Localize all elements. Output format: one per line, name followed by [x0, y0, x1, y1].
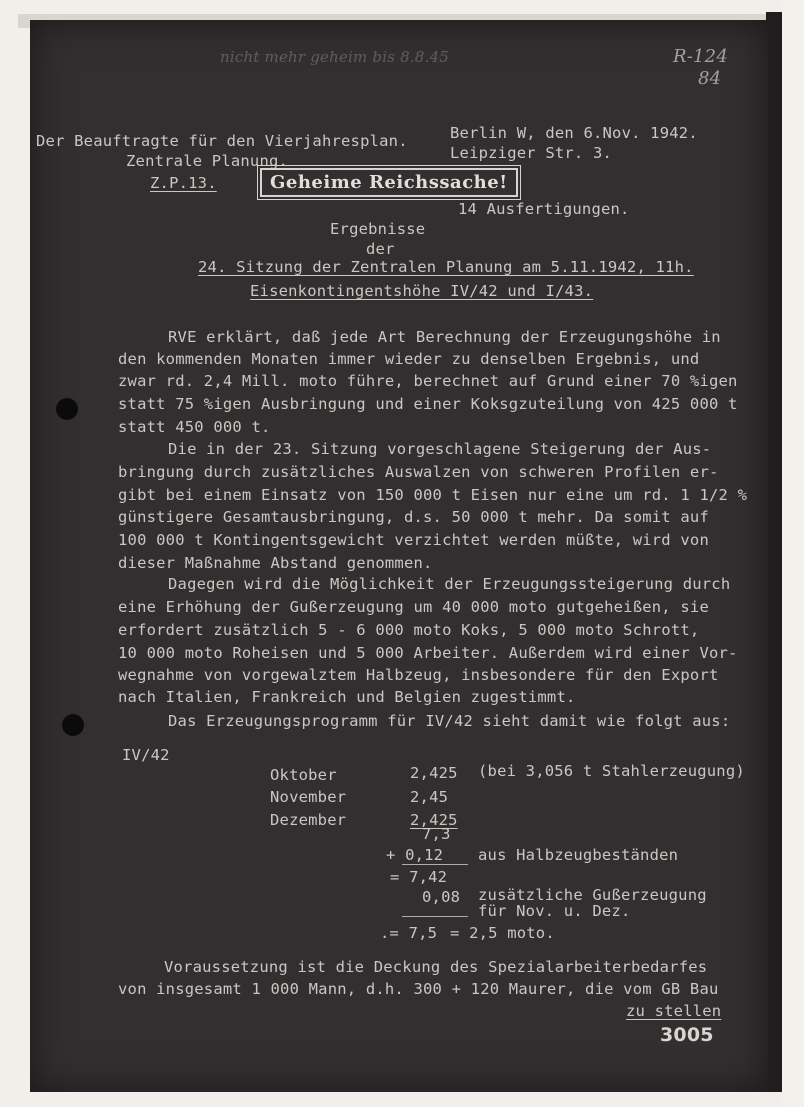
body-line: eine Erhöhung der Gußerzeugung um 40 000 moto gutgeheißen, sie	[118, 598, 709, 616]
body-line: günstigere Gesamtausbringung, d.s. 50 000 t mehr. Da somit auf	[118, 508, 709, 526]
program-month: Dezember	[270, 811, 347, 829]
closing-line-3: zu stellen	[626, 1002, 722, 1020]
program-addition: + 0,12	[386, 846, 444, 864]
reference-number: Z.P.13.	[150, 174, 217, 192]
body-line: wegnahme von vorgewalztem Halbzeug, insbesondere für den Export	[118, 666, 719, 684]
program-month: November	[270, 788, 347, 806]
sender-line-1: Der Beauftragte für den Vierjahresplan.	[36, 132, 408, 150]
document-sheet	[30, 20, 768, 1092]
body-line: den kommenden Monaten immer wieder zu denselben Ergebnis, und	[118, 350, 700, 368]
program-subtotal: 7,3	[422, 825, 451, 843]
punch-hole-upper	[56, 398, 78, 420]
body-line: RVE erklärt, daß jede Art Berechnung der Erzeugungshöhe in	[168, 328, 721, 346]
program-month: Oktober	[270, 766, 337, 784]
body-line: nach Italien, Frankreich und Belgien zugestimmt.	[118, 688, 576, 706]
sum-rule	[402, 864, 468, 865]
program-total-per-month: = 2,5 moto.	[450, 924, 555, 942]
body-line: bringung durch zusätzliches Auswalzen von schweren Profilen er-	[118, 463, 719, 481]
total-rule	[402, 916, 468, 917]
handwritten-note: nicht mehr geheim bis 8.8.45	[220, 48, 449, 66]
closing-line-2: von insgesamt 1 000 Mann, d.h. 300 + 120 Maurer, die vom GB Bau	[118, 980, 719, 998]
archive-mark: R-124	[673, 46, 728, 67]
program-addition-2-note: zusätzliche Gußerzeugung	[478, 886, 707, 904]
program-addition-2-note-2: für Nov. u. Dez.	[478, 902, 631, 920]
program-value: 2,45	[410, 788, 449, 806]
title-line-3: 24. Sitzung der Zentralen Planung am 5.11.1942, 11h.	[198, 258, 694, 276]
body-line: dieser Maßnahme Abstand genommen.	[118, 554, 433, 572]
program-quarter: IV/42	[122, 746, 170, 764]
body-line: 100 000 t Kontingentsgewicht verzichtet werden müßte, wird von	[118, 531, 709, 549]
body-line: 10 000 moto Roheisen und 5 000 Arbeiter. Außerdem wird einer Vor-	[118, 644, 738, 662]
program-subtotal-2: = 7,42	[390, 868, 448, 886]
body-line: gibt bei einem Einsatz von 150 000 t Eisen nur eine um rd. 1 1/2 %	[118, 486, 748, 504]
address: Leipziger Str. 3.	[450, 144, 613, 162]
program-value: 2,425	[410, 764, 458, 782]
copies-count: 14 Ausfertigungen.	[458, 200, 630, 218]
secret-stamp: Geheime Reichssache!	[260, 168, 518, 197]
title-line-4: Eisenkontingentshöhe IV/42 und I/43.	[250, 282, 594, 300]
film-edge-strip	[766, 12, 782, 1092]
body-line: Dagegen wird die Möglichkeit der Erzeugungssteigerung durch	[168, 575, 731, 593]
title-line-1: Ergebnisse	[330, 220, 426, 238]
body-line: zwar rd. 2,4 Mill. moto führe, berechnet auf Grund einer 70 %igen	[118, 372, 738, 390]
body-line: statt 75 %igen Ausbringung und einer Koksgzuteilung von 425 000 t	[118, 395, 738, 413]
program-addition-note: aus Halbzeugbeständen	[478, 846, 679, 864]
archive-mark-number: 84	[698, 68, 722, 89]
program-value: 2,425	[410, 811, 458, 829]
body-line: statt 450 000 t.	[118, 418, 271, 436]
program-addition-2: 0,08	[422, 888, 461, 906]
closing-line-1: Voraussetzung ist die Deckung des Spezialarbeiterbedarfes	[164, 958, 708, 976]
page-number: 3005	[660, 1024, 714, 1046]
paper-right-margin	[782, 0, 804, 1107]
punch-hole-lower	[62, 714, 84, 736]
title-line-2: der	[366, 240, 395, 258]
body-line: Die in der 23. Sitzung vorgeschlagene Steigerung der Aus-	[168, 440, 712, 458]
sender-line-2: Zentrale Planung.	[126, 152, 289, 170]
place-date: Berlin W, den 6.Nov. 1942.	[450, 124, 698, 142]
program-total: .= 7,5	[380, 924, 438, 942]
body-line: erfordert zusätzlich 5 - 6 000 moto Koks, 5 000 moto Schrott,	[118, 621, 700, 639]
program-note: (bei 3,056 t Stahlerzeugung)	[478, 762, 745, 780]
body-line: Das Erzeugungsprogramm für IV/42 sieht damit wie folgt aus:	[168, 712, 731, 730]
